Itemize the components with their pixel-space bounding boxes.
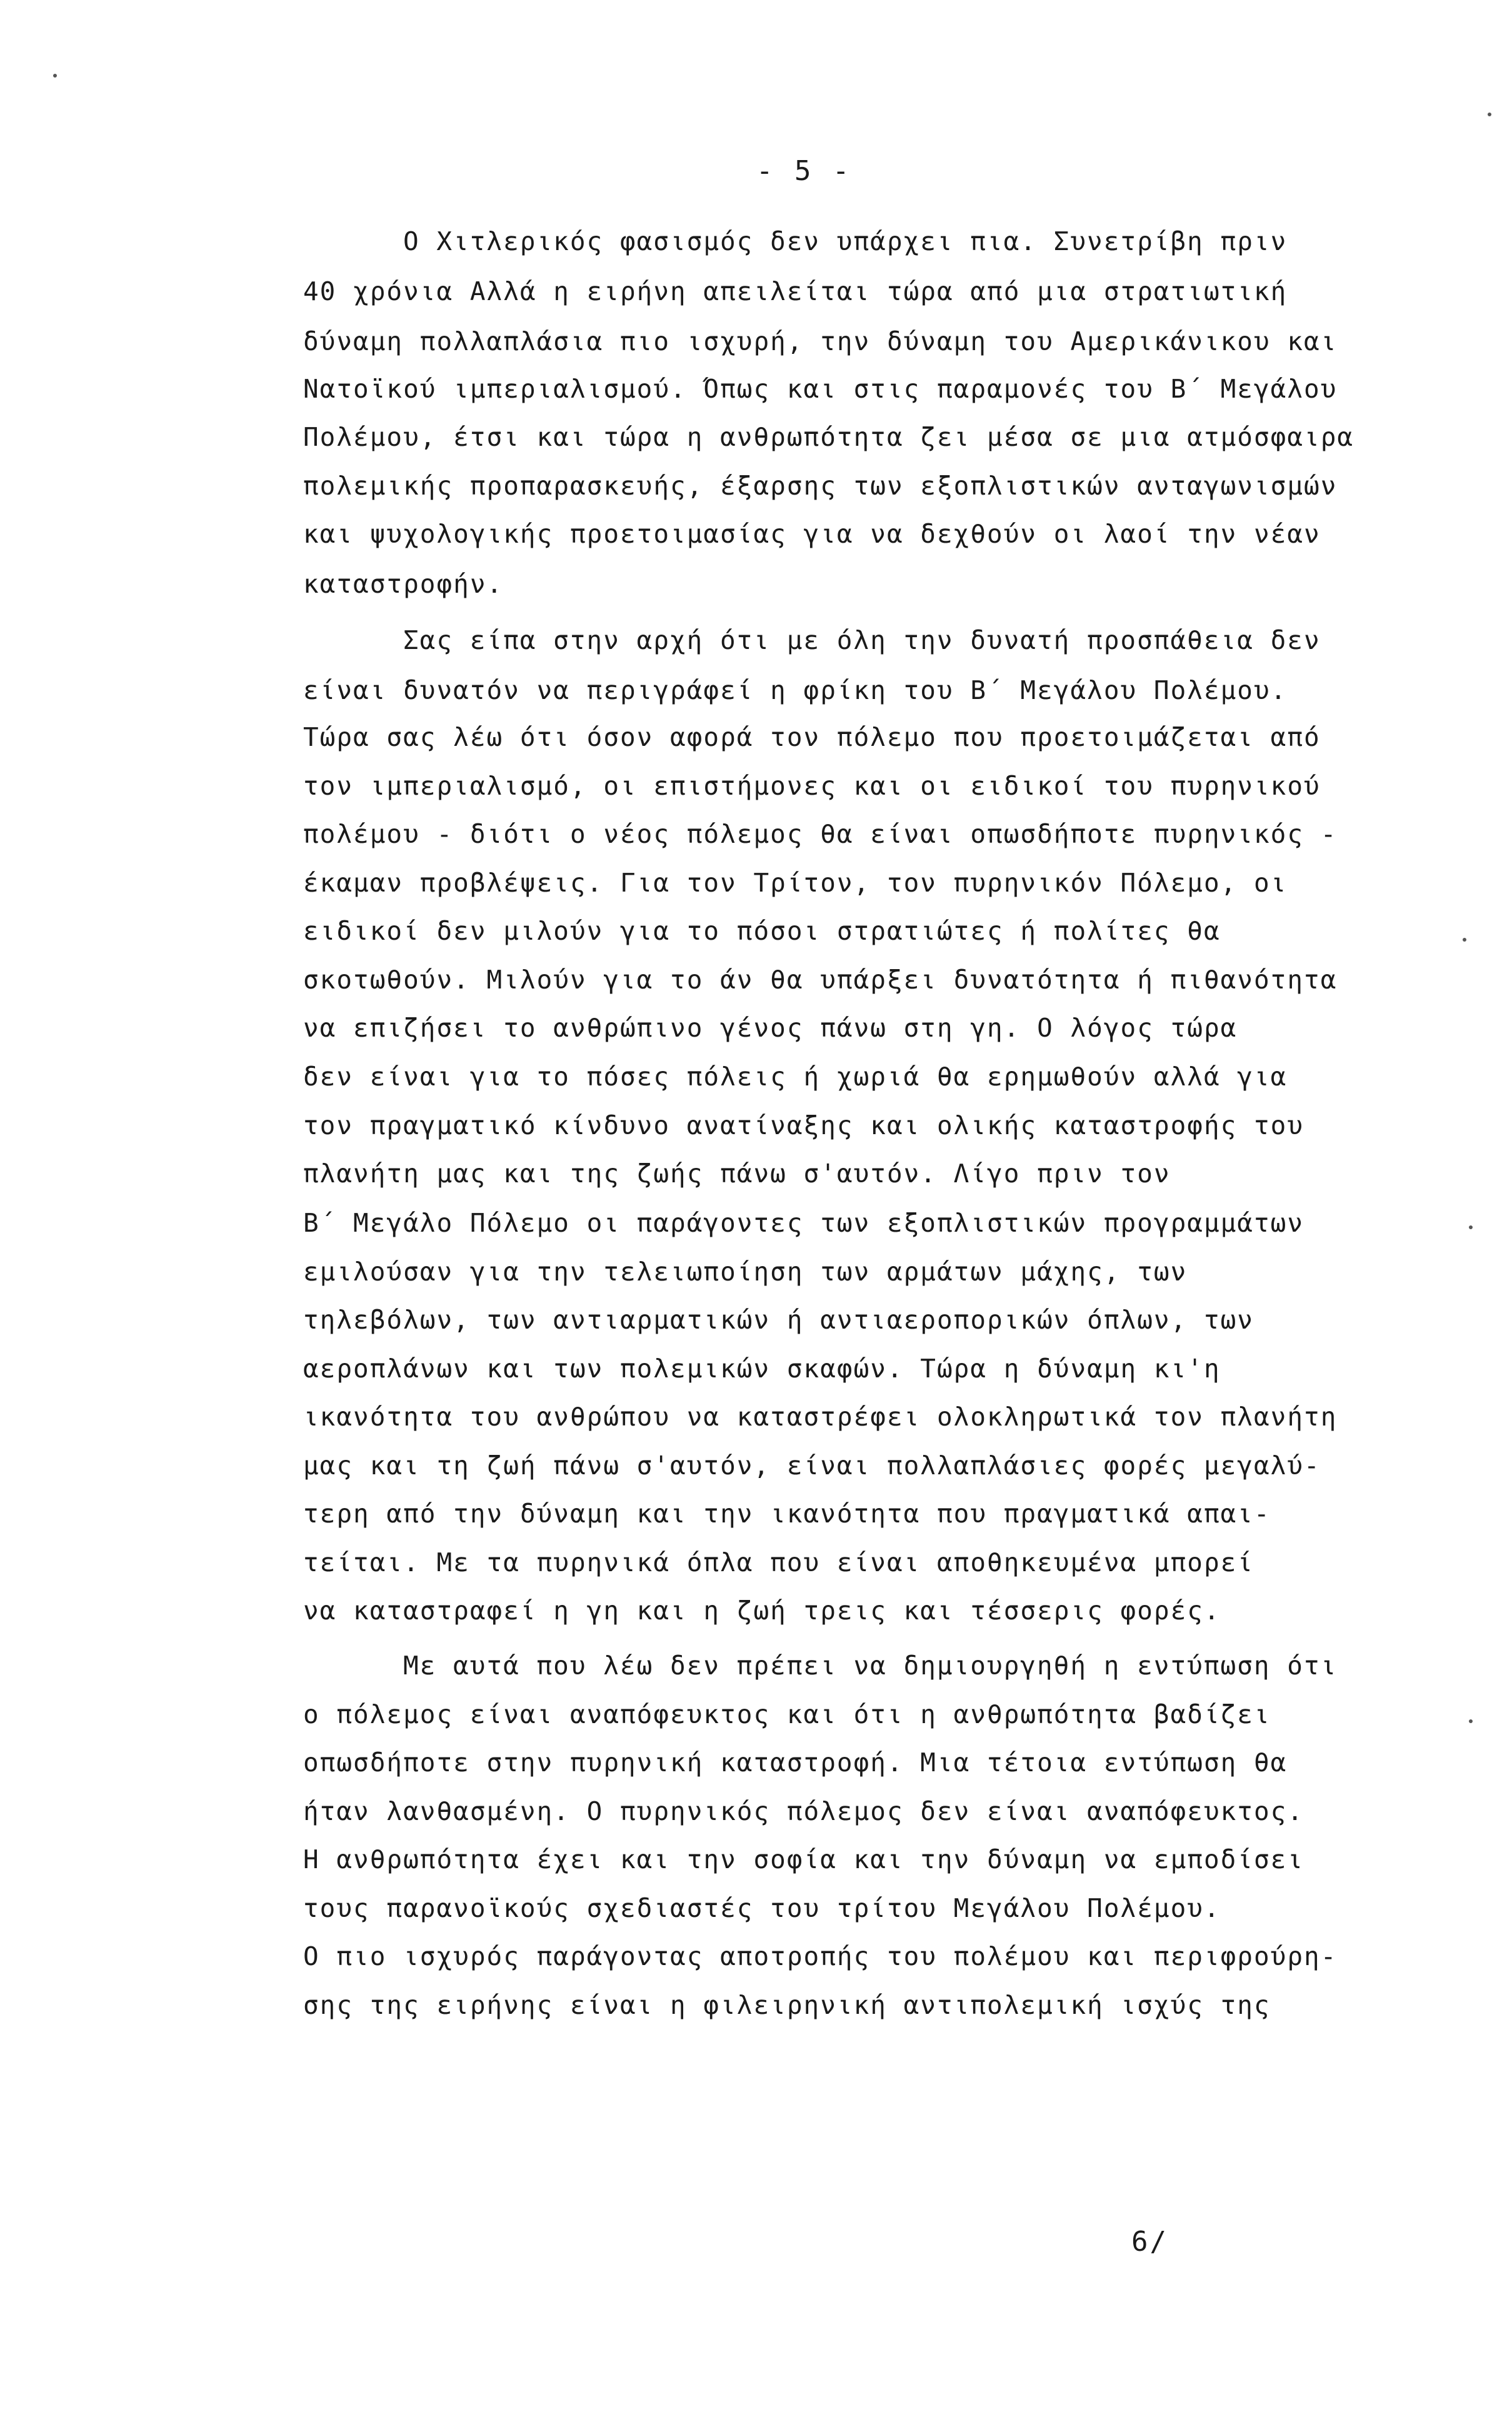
continuation-mark: 6/ [1131,2226,1168,2258]
scan-speck [1488,113,1491,116]
text-line: πλανήτη μας και της ζωής πάνω σ'αυτόν. Λίγο πριν τον [303,1159,1171,1189]
text-line: ικανότητα του ανθρώπου να καταστρέφει ολοκληρωτικά τον πλανήτη [303,1402,1338,1432]
text-line: Σας είπα στην αρχή ότι με όλη την δυνατή προσπάθεια δεν [403,625,1321,655]
text-line: πολέμου - διότι ο νέος πόλεμος θα είναι οπωσδήποτε πυρηνικός - [303,819,1338,849]
text-line: Νατοϊκού ιμπεριαλισμού. Όπως και στις παραμονές του Β΄ Μεγάλου [303,374,1338,404]
text-line: δεν είναι για το πόσες πόλεις ή χωριά θα ερημωθούν αλλά για [303,1062,1288,1092]
text-line: ήταν λανθασμένη. Ο πυρηνικός πόλεμος δεν είναι αναπόφευκτος. [303,1796,1304,1826]
text-line: ειδικοί δεν μιλούν για το πόσοι στρατιώτες ή πολίτες θα [303,916,1221,946]
text-line: καταστροφήν. [303,569,504,599]
text-line: τους παρανοϊκούς σχεδιαστές του τρίτου Μεγάλου Πολέμου. [303,1893,1221,1923]
text-line: Ο Χιτλερικός φασισμός δεν υπάρχει πια. Συνετρίβη πριν [403,226,1288,256]
text-line: είναι δυνατόν να περιγράφεί η φρίκη του Β΄ Μεγάλου Πολέμου. [303,675,1288,705]
text-line: τον πραγματικό κίνδυνο ανατίναξης και ολικής καταστροφής του [303,1110,1304,1140]
text-line: τερη από την δύναμη και την ικανότητα που πραγματικά απαι- [303,1499,1271,1529]
text-line: ο πόλεμος είναι αναπόφευκτος και ότι η ανθρωπότητα βαδίζει [303,1699,1271,1729]
scan-speck [1469,1225,1473,1229]
scan-speck [53,74,57,78]
text-line: Η ανθρωπότητα έχει και την σοφία και την δύναμη να εμποδίσει [303,1844,1304,1874]
text-line: 40 χρόνια Αλλά η ειρήνη απειλείται τώρα από μια στρατιωτική [303,276,1288,306]
text-line: τείται. Με τα πυρηνικά όπλα που είναι αποθηκευμένα μπορεί [303,1547,1254,1577]
text-line: τηλεβόλων, των αντιαρματικών ή αντιαεροπορικών όπλων, των [303,1305,1254,1335]
text-line: πολεμικής προπαρασκευής, έξαρσης των εξοπλιστικών ανταγωνισμών [303,471,1338,501]
text-line: και ψυχολογικής προετοιμασίας για να δεχθούν οι λαοί την νέαν [303,519,1321,549]
text-line: μας και τη ζωή πάνω σ'αυτόν, είναι πολλαπλάσιες φορές μεγαλύ- [303,1451,1321,1481]
text-line: έκαμαν προβλέψεις. Για τον Τρίτον, τον πυρηνικόν Πόλεμο, οι [303,868,1288,898]
text-line: να καταστραφεί η γη και η ζωή τρεις και τέσσερις φορές. [303,1596,1221,1626]
text-line: Πολέμου, έτσι και τώρα η ανθρωπότητα ζει μέσα σε μια ατμόσφαιρα [303,422,1354,452]
text-line: εμιλούσαν για την τελειωποίηση των αρμάτων μάχης, των [303,1257,1188,1287]
text-line: σκοτωθούν. Μιλούν για το άν θα υπάρξει δυνατότητα ή πιθανότητα [303,965,1338,995]
text-line: Τώρα σας λέω ότι όσον αφορά τον πόλεμο που προετοιμάζεται από [303,722,1321,752]
text-line: οπωσδήποτε στην πυρηνική καταστροφή. Μια τέτοια εντύπωση θα [303,1748,1288,1778]
text-line: Με αυτά που λέω δεν πρέπει να δημιουργηθή η εντύπωση ότι [403,1651,1338,1681]
text-line: να επιζήσει το ανθρώπινο γένος πάνω στη γη. Ο λόγος τώρα [303,1013,1238,1043]
text-line: δύναμη πολλαπλάσια πιο ισχυρή, την δύναμη του Αμερικάνικου και [303,326,1338,356]
text-line: αεροπλάνων και των πολεμικών σκαφών. Τώρα η δύναμη κι'η [303,1354,1221,1384]
scan-speck [1469,1719,1473,1723]
text-line: Ο πιο ισχυρός παράγοντας αποτροπής του πολέμου και περιφρούρη- [303,1941,1338,1971]
page-number: - 5 - [756,155,852,187]
text-line: τον ιμπεριαλισμό, οι επιστήμονες και οι ειδικοί του πυρηνικού [303,771,1321,801]
text-line: Β΄ Μεγάλο Πόλεμο οι παράγοντες των εξοπλιστικών προγραμμάτων [303,1208,1304,1238]
scan-speck [1463,938,1466,942]
text-line: σης της ειρήνης είναι η φιλειρηνική αντιπολεμική ισχύς της [303,1990,1271,2020]
